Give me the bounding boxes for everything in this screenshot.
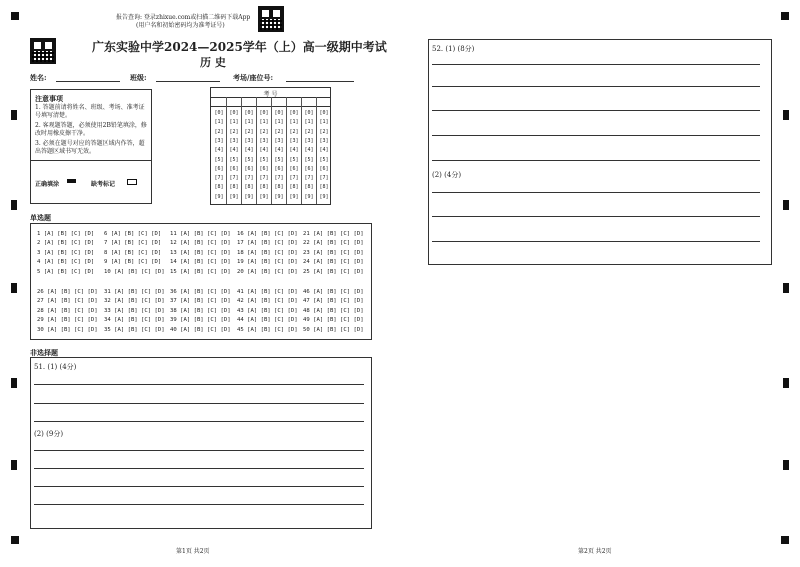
mc-question-row[interactable]: 50 [A] [B] [C] [D] bbox=[303, 326, 364, 333]
mc-question-row[interactable]: 49 [A] [B] [C] [D] bbox=[303, 317, 364, 324]
exam-digit-bubble[interactable]: [1] bbox=[319, 119, 329, 126]
answer-line[interactable] bbox=[432, 241, 760, 242]
mc-question-row[interactable]: 32 [A] [B] [C] [D] bbox=[104, 298, 165, 305]
mc-question-row[interactable]: 21 [A] [B] [C] [D] bbox=[303, 231, 364, 237]
exam-digit-bubble[interactable]: [7] bbox=[274, 175, 284, 182]
mc-question-row[interactable]: 40 [A] [B] [C] [D] bbox=[170, 326, 231, 333]
exam-digit-bubble[interactable]: [0] bbox=[289, 110, 299, 116]
exam-digit-bubble[interactable]: [3] bbox=[229, 137, 239, 144]
exam-digit-bubble[interactable]: [7] bbox=[244, 175, 254, 182]
exam-digit-bubble[interactable]: [0] bbox=[319, 110, 329, 116]
answer-line[interactable] bbox=[34, 450, 364, 451]
exam-digit-bubble[interactable]: [4] bbox=[214, 147, 224, 154]
exam-digit-bubble[interactable]: [9] bbox=[304, 193, 314, 200]
mc-answer-box bbox=[30, 223, 372, 340]
q51-part1-label: 51. (1) (4分) bbox=[34, 363, 77, 371]
mc-question-row[interactable]: 38 [A] [B] [C] [D] bbox=[170, 307, 231, 314]
exam-digit-bubble[interactable]: [8] bbox=[304, 184, 314, 191]
exam-digit-bubble[interactable]: [5] bbox=[229, 156, 239, 163]
registration-mark bbox=[783, 200, 789, 210]
q52-part1-label: 52. (1) (8分) bbox=[432, 45, 475, 53]
exam-digit-bubble[interactable]: [0] bbox=[304, 110, 314, 116]
mc-question-row[interactable]: 41 [A] [B] [C] [D] bbox=[237, 289, 298, 295]
exam-digit-bubble[interactable]: [8] bbox=[244, 184, 254, 191]
mc-question-row[interactable]: 11 [A] [B] [C] [D] bbox=[170, 231, 231, 237]
instruction-item: 3. 必须在题号对应的答题区域内作答，超出答题区域书写无效。 bbox=[35, 140, 145, 155]
exam-digit-bubble[interactable]: [8] bbox=[274, 184, 284, 191]
mc-question-row[interactable]: 28 [A] [B] [C] [D] bbox=[37, 307, 98, 314]
exam-digit-bubble[interactable]: [3] bbox=[259, 137, 269, 144]
registration-mark bbox=[11, 460, 17, 470]
registration-mark bbox=[783, 378, 789, 388]
exam-digit-bubble[interactable]: [7] bbox=[304, 175, 314, 182]
exam-digit-bubble[interactable]: [8] bbox=[289, 184, 299, 191]
exam-digit-bubble[interactable]: [9] bbox=[274, 193, 284, 200]
answer-line[interactable] bbox=[432, 64, 760, 65]
absent-checkbox[interactable] bbox=[127, 179, 137, 185]
notice-line-1: 报告查询: 登录zhixue.com或扫描二维码下载App bbox=[116, 14, 251, 21]
q52-answer-box bbox=[428, 39, 772, 265]
mc-question-row[interactable]: 1 [A] [B] [C] [D] bbox=[37, 231, 95, 237]
divider bbox=[31, 160, 151, 161]
exam-digit-bubble[interactable]: [9] bbox=[259, 193, 269, 200]
exam-digit-bubble[interactable]: [2] bbox=[229, 128, 239, 135]
page-1-footer: 第1页 共2页 bbox=[176, 548, 210, 555]
absent-mark-label: 缺考标记 bbox=[91, 181, 116, 188]
exam-digit-bubble[interactable]: [9] bbox=[244, 193, 254, 200]
exam-digit-bubble[interactable]: [2] bbox=[289, 128, 299, 135]
exam-digit-bubble[interactable]: [1] bbox=[289, 119, 299, 126]
essay-section-title: 非选择题 bbox=[30, 348, 58, 357]
subject-title: 历 史 bbox=[200, 56, 226, 69]
exam-digit-bubble[interactable]: [2] bbox=[259, 128, 269, 135]
exam-digit-bubble[interactable]: [2] bbox=[274, 128, 284, 135]
mc-question-row[interactable]: 44 [A] [B] [C] [D] bbox=[237, 317, 298, 324]
mc-question-row[interactable]: 16 [A] [B] [C] [D] bbox=[237, 231, 298, 237]
registration-mark bbox=[11, 200, 17, 210]
exam-digit-bubble[interactable]: [0] bbox=[229, 110, 239, 116]
name-label: 姓名: bbox=[30, 73, 47, 82]
mc-question-row[interactable]: 9 [A] [B] [C] [D] bbox=[104, 259, 162, 266]
answer-line[interactable] bbox=[432, 192, 760, 193]
registration-mark bbox=[781, 536, 789, 544]
exam-digit-bubble[interactable]: [1] bbox=[274, 119, 284, 126]
exam-digit-bubble[interactable]: [9] bbox=[289, 193, 299, 200]
mc-question-row[interactable]: 19 [A] [B] [C] [D] bbox=[237, 259, 298, 266]
instruction-item: 2. 客观题答题，必须使用2B铅笔填涂，修改时用橡皮擦干净。 bbox=[35, 122, 147, 137]
exam-digit-bubble[interactable]: [6] bbox=[274, 165, 284, 172]
answer-line[interactable] bbox=[34, 421, 364, 422]
registration-mark bbox=[11, 536, 19, 544]
exam-digit-bubble[interactable]: [8] bbox=[259, 184, 269, 191]
exam-digit-bubble[interactable]: [8] bbox=[214, 184, 224, 191]
mc-question-row[interactable]: 45 [A] [B] [C] [D] bbox=[237, 326, 298, 333]
mc-question-row[interactable]: 22 [A] [B] [C] [D] bbox=[303, 240, 364, 247]
mc-question-row[interactable]: 26 [A] [B] [C] [D] bbox=[37, 289, 98, 295]
mc-question-row[interactable]: 6 [A] [B] [C] [D] bbox=[104, 231, 162, 237]
mc-question-row[interactable]: 17 [A] [B] [C] [D] bbox=[237, 240, 298, 247]
instructions-box bbox=[30, 89, 152, 204]
mc-section-title: 单选题 bbox=[30, 213, 51, 222]
exam-digit-bubble[interactable]: [9] bbox=[214, 193, 224, 200]
seat-label: 考场/座位号: bbox=[233, 73, 274, 82]
name-field[interactable] bbox=[56, 81, 120, 82]
mc-question-row[interactable]: 42 [A] [B] [C] [D] bbox=[237, 298, 298, 305]
mc-question-row[interactable]: 20 [A] [B] [C] [D] bbox=[237, 268, 298, 275]
answer-line[interactable] bbox=[432, 135, 760, 136]
qr-code-icon bbox=[258, 6, 284, 32]
notice-line-2: (用户名和初始密码均为准考证号) bbox=[136, 22, 225, 29]
exam-digit-bubble[interactable]: [8] bbox=[229, 184, 239, 191]
exam-digit-bubble[interactable]: [3] bbox=[214, 137, 224, 144]
class-field[interactable] bbox=[156, 81, 220, 82]
mc-question-row[interactable]: 4 [A] [B] [C] [D] bbox=[37, 259, 95, 266]
instructions-heading: 注意事项 bbox=[35, 94, 63, 103]
exam-digit-bubble[interactable]: [5] bbox=[289, 156, 299, 163]
mc-question-row[interactable]: 13 [A] [B] [C] [D] bbox=[170, 249, 231, 256]
mc-question-row[interactable]: 23 [A] [B] [C] [D] bbox=[303, 249, 364, 256]
exam-digit-bubble[interactable]: [2] bbox=[304, 128, 314, 135]
exam-digit-bubble[interactable]: [4] bbox=[304, 147, 314, 154]
mc-question-row[interactable]: 5 [A] [B] [C] [D] bbox=[37, 268, 95, 275]
exam-digit-bubble[interactable]: [3] bbox=[289, 137, 299, 144]
mc-question-row[interactable]: 18 [A] [B] [C] [D] bbox=[237, 249, 298, 256]
page-2-footer: 第2页 共2页 bbox=[578, 548, 612, 555]
q51-answer-box bbox=[30, 357, 372, 529]
mc-question-row[interactable]: 7 [A] [B] [C] [D] bbox=[104, 240, 162, 247]
exam-digit-bubble[interactable]: [1] bbox=[214, 119, 224, 126]
registration-mark bbox=[783, 110, 789, 120]
exam-digit-bubble[interactable]: [3] bbox=[304, 137, 314, 144]
mc-question-row[interactable]: 3 [A] [B] [C] [D] bbox=[37, 249, 95, 256]
exam-digit-bubble[interactable]: [4] bbox=[244, 147, 254, 154]
answer-line[interactable] bbox=[34, 504, 364, 505]
answer-line[interactable] bbox=[432, 160, 760, 161]
exam-digit-bubble[interactable]: [4] bbox=[259, 147, 269, 154]
correct-fill-label: 正确填涂 bbox=[35, 181, 60, 188]
instruction-item: 1. 答题前请将姓名、班级、考场、准考证号填写清楚。 bbox=[35, 104, 145, 119]
exam-digit-bubble[interactable]: [6] bbox=[244, 165, 254, 172]
exam-digit-bubble[interactable]: [8] bbox=[319, 184, 329, 191]
registration-mark bbox=[783, 283, 789, 293]
exam-digit-bubble[interactable]: [4] bbox=[229, 147, 239, 154]
exam-digit-bubble[interactable]: [5] bbox=[319, 156, 329, 163]
mc-question-row[interactable]: 24 [A] [B] [C] [D] bbox=[303, 259, 364, 266]
exam-digit-bubble[interactable]: [6] bbox=[214, 165, 224, 172]
exam-digit-bubble[interactable]: [3] bbox=[244, 137, 254, 144]
qr-code-icon bbox=[30, 38, 56, 64]
exam-digit-bubble[interactable]: [7] bbox=[214, 175, 224, 182]
exam-digit-bubble[interactable]: [6] bbox=[319, 165, 329, 172]
exam-digit-bubble[interactable]: [4] bbox=[274, 147, 284, 154]
exam-digit-bubble[interactable]: [7] bbox=[319, 175, 329, 182]
exam-digit-bubble[interactable]: [2] bbox=[319, 128, 329, 135]
exam-digit-bubble[interactable]: [1] bbox=[229, 119, 239, 126]
exam-digit-bubble[interactable]: [1] bbox=[304, 119, 314, 126]
exam-digit-bubble[interactable]: [6] bbox=[289, 165, 299, 172]
exam-digit-bubble[interactable]: [6] bbox=[259, 165, 269, 172]
exam-digit-bubble[interactable]: [5] bbox=[274, 156, 284, 163]
exam-digit-bubble[interactable]: [3] bbox=[319, 137, 329, 144]
exam-digit-bubble[interactable]: [9] bbox=[229, 193, 239, 200]
answer-line[interactable] bbox=[34, 403, 364, 404]
registration-mark bbox=[11, 378, 17, 388]
exam-digit-bubble[interactable]: [1] bbox=[244, 119, 254, 126]
exam-digit-bubble[interactable]: [0] bbox=[214, 110, 224, 116]
exam-digit-bubble[interactable]: [1] bbox=[259, 119, 269, 126]
mc-question-row[interactable]: 27 [A] [B] [C] [D] bbox=[37, 298, 98, 305]
mc-question-row[interactable]: 43 [A] [B] [C] [D] bbox=[237, 307, 298, 314]
exam-digit-bubble[interactable]: [5] bbox=[214, 156, 224, 163]
exam-digit-bubble[interactable]: [9] bbox=[319, 193, 329, 200]
mc-question-row[interactable]: 30 [A] [B] [C] [D] bbox=[37, 326, 98, 333]
exam-digit-bubble[interactable]: [7] bbox=[229, 175, 239, 182]
mc-question-row[interactable]: 36 [A] [B] [C] [D] bbox=[170, 289, 231, 295]
mc-question-row[interactable]: 35 [A] [B] [C] [D] bbox=[104, 326, 165, 333]
exam-digit-bubble[interactable]: [5] bbox=[259, 156, 269, 163]
exam-digit-bubble[interactable]: [7] bbox=[259, 175, 269, 182]
exam-digit-bubble[interactable]: [3] bbox=[274, 137, 284, 144]
registration-mark bbox=[11, 283, 17, 293]
exam-digit-bubble[interactable]: [5] bbox=[304, 156, 314, 163]
mc-question-row[interactable]: 15 [A] [B] [C] [D] bbox=[170, 268, 231, 275]
exam-digit-bubble[interactable]: [6] bbox=[304, 165, 314, 172]
exam-digit-bubble[interactable]: [7] bbox=[289, 175, 299, 182]
mc-question-row[interactable]: 14 [A] [B] [C] [D] bbox=[170, 259, 231, 266]
mc-question-row[interactable]: 46 [A] [B] [C] [D] bbox=[303, 289, 364, 295]
registration-mark bbox=[11, 12, 19, 20]
exam-number-label: 考 号 bbox=[263, 91, 278, 98]
exam-digit-bubble[interactable]: [4] bbox=[319, 147, 329, 154]
mc-question-row[interactable]: 47 [A] [B] [C] [D] bbox=[303, 298, 364, 305]
mc-question-row[interactable]: 33 [A] [B] [C] [D] bbox=[104, 307, 165, 314]
seat-field[interactable] bbox=[286, 81, 354, 82]
exam-digit-bubble[interactable]: [4] bbox=[289, 147, 299, 154]
mc-question-row[interactable]: 37 [A] [B] [C] [D] bbox=[170, 298, 231, 305]
exam-digit-bubble[interactable]: [0] bbox=[274, 110, 284, 116]
mc-question-row[interactable]: 31 [A] [B] [C] [D] bbox=[104, 289, 165, 295]
page-title: 广东实验中学2024—2025学年（上）高一级期中考试 bbox=[92, 40, 387, 54]
exam-digit-bubble[interactable]: [6] bbox=[229, 165, 239, 172]
mc-question-row[interactable]: 2 [A] [B] [C] [D] bbox=[37, 240, 95, 247]
filled-bubble-icon bbox=[67, 179, 76, 183]
mc-question-row[interactable]: 29 [A] [B] [C] [D] bbox=[37, 317, 98, 324]
exam-digit-bubble[interactable]: [0] bbox=[244, 110, 254, 116]
registration-mark bbox=[781, 12, 789, 20]
answer-line[interactable] bbox=[432, 110, 760, 111]
answer-line[interactable] bbox=[34, 486, 364, 487]
answer-line[interactable] bbox=[432, 86, 760, 87]
q52-part2-label: (2) (4分) bbox=[432, 171, 462, 179]
exam-digit-bubble[interactable]: [0] bbox=[259, 110, 269, 116]
answer-line[interactable] bbox=[34, 384, 364, 385]
exam-number-grid bbox=[210, 87, 331, 205]
registration-mark bbox=[11, 110, 17, 120]
class-label: 班级: bbox=[130, 73, 147, 82]
exam-digit-bubble[interactable]: [2] bbox=[214, 128, 224, 135]
mc-question-row[interactable]: 12 [A] [B] [C] [D] bbox=[170, 240, 231, 247]
mc-question-row[interactable]: 48 [A] [B] [C] [D] bbox=[303, 307, 364, 314]
mc-question-row[interactable]: 8 [A] [B] [C] [D] bbox=[104, 249, 162, 256]
q51-part2-label: (2) (9分) bbox=[34, 430, 64, 438]
mc-question-row[interactable]: 10 [A] [B] [C] [D] bbox=[104, 268, 165, 275]
answer-line[interactable] bbox=[432, 216, 760, 217]
mc-question-row[interactable]: 34 [A] [B] [C] [D] bbox=[104, 317, 165, 324]
mc-question-row[interactable]: 39 [A] [B] [C] [D] bbox=[170, 317, 231, 324]
exam-digit-bubble[interactable]: [2] bbox=[244, 128, 254, 135]
registration-mark bbox=[783, 460, 789, 470]
mc-question-row[interactable]: 25 [A] [B] [C] [D] bbox=[303, 268, 364, 275]
exam-digit-bubble[interactable]: [5] bbox=[244, 156, 254, 163]
answer-line[interactable] bbox=[34, 468, 364, 469]
